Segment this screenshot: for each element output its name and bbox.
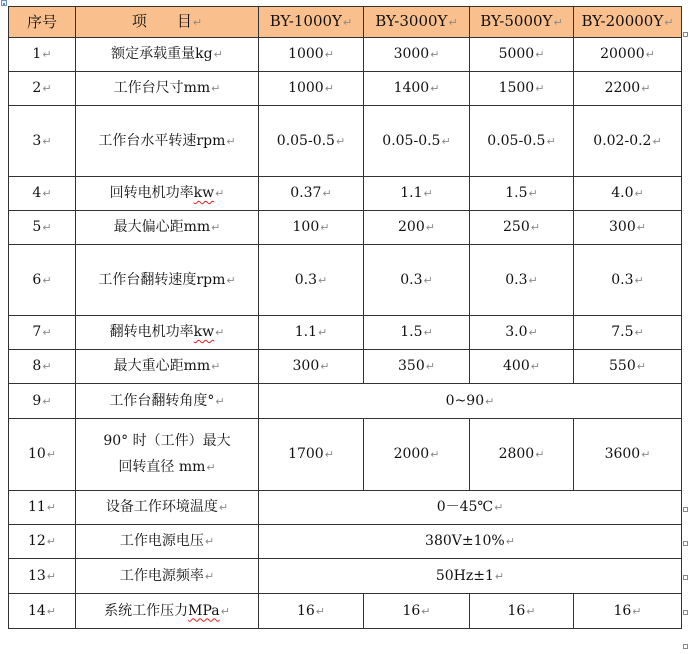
row-value: 16↵ — [259, 594, 364, 629]
row-item: 工作电源电压↵ — [76, 525, 259, 559]
header-no: 序号 — [9, 7, 76, 38]
row-value: 0.3↵ — [470, 245, 574, 316]
row-no: 4↵ — [9, 177, 76, 211]
row-item: 工作台翻转角度°↵ — [76, 384, 259, 419]
row-value: 16↵ — [470, 594, 574, 629]
row-value: 7.5↵ — [574, 316, 682, 350]
row-value: 0.05-0.5↵ — [259, 106, 364, 177]
header-model-4: BY-20000Y↵ — [574, 7, 682, 38]
table-row — [9, 594, 682, 629]
row-no: 5↵ — [9, 211, 76, 245]
row-merged-value: 50Hz±1↵ — [259, 559, 682, 594]
row-no: 1↵ — [9, 38, 76, 72]
row-value: 4.0↵ — [574, 177, 682, 211]
row-value: 1500↵ — [470, 72, 574, 106]
row-value: 2800↵ — [470, 419, 574, 491]
row-item: 工作电源频率↵ — [76, 559, 259, 594]
spec-table — [8, 6, 682, 629]
table-row — [9, 525, 682, 559]
row-merged-value: 0－45℃↵ — [259, 491, 682, 525]
row-value: 0.05-0.5↵ — [364, 106, 470, 177]
row-value: 550↵ — [574, 350, 682, 384]
table-row — [9, 177, 682, 211]
row-item: 最大重心距mm↵ — [76, 350, 259, 384]
row-no: 2↵ — [9, 72, 76, 106]
row-merged-value: 380V±10%↵ — [259, 525, 682, 559]
row-end-marker — [683, 575, 688, 580]
row-value: 3000↵ — [364, 38, 470, 72]
table-row — [9, 350, 682, 384]
row-end-marker — [683, 610, 688, 615]
row-value: 16↵ — [574, 594, 682, 629]
row-value: 100↵ — [259, 211, 364, 245]
row-value: 0.3↵ — [574, 245, 682, 316]
row-no: 14↵ — [9, 594, 76, 629]
header-row — [9, 7, 682, 38]
table-row — [9, 384, 682, 419]
header-model-3: BY-5000Y↵ — [470, 7, 574, 38]
row-value: 350↵ — [364, 350, 470, 384]
row-value: 1.5↵ — [364, 316, 470, 350]
row-item: 设备工作环境温度↵ — [76, 491, 259, 525]
row-value: 1.5↵ — [470, 177, 574, 211]
row-item: 工作台翻转速度rpm↵ — [76, 245, 259, 316]
table-row — [9, 491, 682, 525]
row-value: 250↵ — [470, 211, 574, 245]
row-item: 工作台尺寸mm↵ — [76, 72, 259, 106]
row-value: 2000↵ — [364, 419, 470, 491]
row-value: 1000↵ — [259, 38, 364, 72]
row-item: 回转电机功率kw↵ — [76, 177, 259, 211]
row-no: 8↵ — [9, 350, 76, 384]
header-item: 项 目↵ — [76, 7, 259, 38]
row-value: 3.0↵ — [470, 316, 574, 350]
row-value: 1.1↵ — [364, 177, 470, 211]
table-row — [9, 106, 682, 177]
row-value: 0.37↵ — [259, 177, 364, 211]
row-value: 1.1↵ — [259, 316, 364, 350]
row-value: 16↵ — [364, 594, 470, 629]
row-item: 工作台水平转速rpm↵ — [76, 106, 259, 177]
table-row — [9, 211, 682, 245]
row-item: 最大偏心距mm↵ — [76, 211, 259, 245]
row-value: 1700↵ — [259, 419, 364, 491]
row-no: 7↵ — [9, 316, 76, 350]
row-value: 3600↵ — [574, 419, 682, 491]
header-model-1: BY-1000Y↵ — [259, 7, 364, 38]
row-value: 0.3↵ — [364, 245, 470, 316]
header-model-2: BY-3000Y↵ — [364, 7, 470, 38]
row-end-marker — [683, 32, 688, 37]
row-no: 12↵ — [9, 525, 76, 559]
row-no: 6↵ — [9, 245, 76, 316]
row-no: 9↵ — [9, 384, 76, 419]
row-no: 3↵ — [9, 106, 76, 177]
row-end-marker — [683, 507, 688, 512]
row-value: 1400↵ — [364, 72, 470, 106]
row-value: 300↵ — [574, 211, 682, 245]
table-row — [9, 419, 682, 491]
row-item: 系统工作压力MPa↵ — [76, 594, 259, 629]
table-row — [9, 245, 682, 316]
table-row — [9, 38, 682, 72]
row-value: 1000↵ — [259, 72, 364, 106]
row-value: 2200↵ — [574, 72, 682, 106]
table-row — [9, 72, 682, 106]
row-value: 5000↵ — [470, 38, 574, 72]
row-item: 额定承载重量kg↵ — [76, 38, 259, 72]
row-merged-value: 0~90↵ — [259, 384, 682, 419]
table-resize-handle[interactable] — [683, 644, 688, 649]
row-value: 300↵ — [259, 350, 364, 384]
row-item: 翻转电机功率kw↵ — [76, 316, 259, 350]
row-no: 13↵ — [9, 559, 76, 594]
row-value: 200↵ — [364, 211, 470, 245]
table-move-handle[interactable] — [1, 0, 7, 6]
row-value: 0.02-0.2↵ — [574, 106, 682, 177]
table-row — [9, 559, 682, 594]
table-row — [9, 316, 682, 350]
row-value: 400↵ — [470, 350, 574, 384]
row-no: 11↵ — [9, 491, 76, 525]
row-value: 0.05-0.5↵ — [470, 106, 574, 177]
row-no: 10↵ — [9, 419, 76, 491]
row-end-marker — [683, 541, 688, 546]
row-item: 90° 时（工件）最大 回转直径 mm↵ — [76, 419, 259, 491]
row-value: 0.3↵ — [259, 245, 364, 316]
row-value: 20000↵ — [574, 38, 682, 72]
